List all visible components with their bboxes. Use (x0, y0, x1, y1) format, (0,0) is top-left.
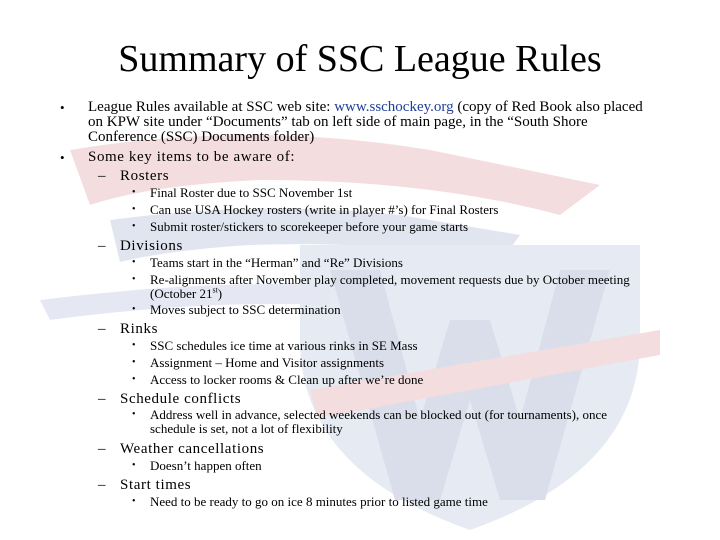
list-item-text: SSC schedules ice time at various rinks in SE Mass (150, 338, 418, 353)
intro-item (60, 99, 648, 145)
intro-text: League Rules available at SSC web site: (88, 99, 335, 115)
bullet-icon: • (132, 374, 136, 385)
dash-icon: – (98, 321, 106, 337)
list-item (132, 355, 650, 370)
list-item (132, 458, 650, 473)
list-item (132, 302, 650, 317)
section-label: Schedule conflicts (120, 391, 242, 407)
section-weather-cancellations (98, 441, 265, 457)
dash-icon: – (98, 441, 106, 457)
bullet-icon: • (132, 187, 136, 198)
list-item-text-close: ) (217, 286, 223, 301)
dash-icon: – (98, 477, 106, 493)
bullet-icon: • (132, 204, 136, 215)
bullet-icon: • (60, 150, 65, 165)
list-item-text: Re-alignments after November play completed, movement requests due by October meeting (October 21 (150, 272, 630, 301)
list-item-text: Can use USA Hockey rosters (write in player #’s) for Final Rosters (150, 202, 499, 217)
list-item (132, 272, 630, 301)
list-item-text: Doesn’t happen often (150, 458, 262, 473)
section-label: Rinks (120, 321, 159, 337)
list-item (132, 407, 650, 436)
dash-icon: – (98, 391, 106, 407)
list-item-text: Final Roster due to SSC November 1st (150, 185, 353, 200)
ordinal-suffix: st (212, 285, 218, 295)
sschockey-link[interactable]: www.sschockey.org (334, 99, 454, 115)
bullet-icon: • (132, 257, 136, 268)
list-item (132, 202, 650, 217)
section-label: Divisions (120, 238, 183, 254)
list-item-text: Assignment – Home and Visitor assignments (150, 355, 385, 370)
bullet-icon: • (132, 340, 136, 351)
bullet-icon: • (132, 304, 136, 315)
slide-title: Summary of SSC League Rules (118, 38, 602, 80)
list-item (132, 372, 650, 387)
section-rinks (98, 321, 159, 337)
bullet-icon: • (132, 274, 136, 285)
key-items-text: Some key items to be aware of: (88, 149, 296, 165)
list-item (132, 185, 650, 200)
list-item (132, 219, 650, 234)
section-rosters (98, 168, 170, 184)
section-label: Rosters (120, 168, 170, 184)
section-divisions (98, 238, 183, 254)
section-start-times (98, 477, 192, 493)
section-label: Weather cancellations (120, 441, 265, 457)
list-item-text: Submit roster/stickers to scorekeeper before your game starts (150, 219, 469, 234)
intro-text-rest: (copy of Red Book also placed on KPW site under “Documents” tab on left side of main page, in the “South Shore Conference (SSC) Documents folder) (88, 99, 643, 145)
section-label: Start times (120, 477, 192, 493)
dash-icon: – (98, 168, 106, 184)
list-item-text: Access to locker rooms & Clean up after we’re done (150, 372, 424, 387)
list-item-text: Address well in advance, selected weekends can be blocked out (for tournaments), once schedule is set, not a lot of flexibility (150, 407, 607, 436)
bullet-icon: • (60, 100, 65, 115)
list-item-text: Teams start in the “Herman” and “Re” Divisions (150, 255, 403, 270)
bullet-icon: • (132, 357, 136, 368)
list-item (132, 494, 650, 509)
bullet-icon: • (132, 221, 136, 232)
list-item-text: Moves subject to SSC determination (150, 302, 341, 317)
section-schedule-conflicts (98, 391, 242, 407)
bullet-icon: • (132, 496, 136, 507)
key-items-heading (60, 149, 648, 165)
list-item (132, 338, 650, 353)
bullet-icon: • (132, 460, 136, 471)
list-item-text: Need to be ready to go on ice 8 minutes prior to listed game time (150, 494, 488, 509)
bullet-icon: • (132, 409, 136, 420)
list-item (132, 255, 650, 270)
dash-icon: – (98, 238, 106, 254)
